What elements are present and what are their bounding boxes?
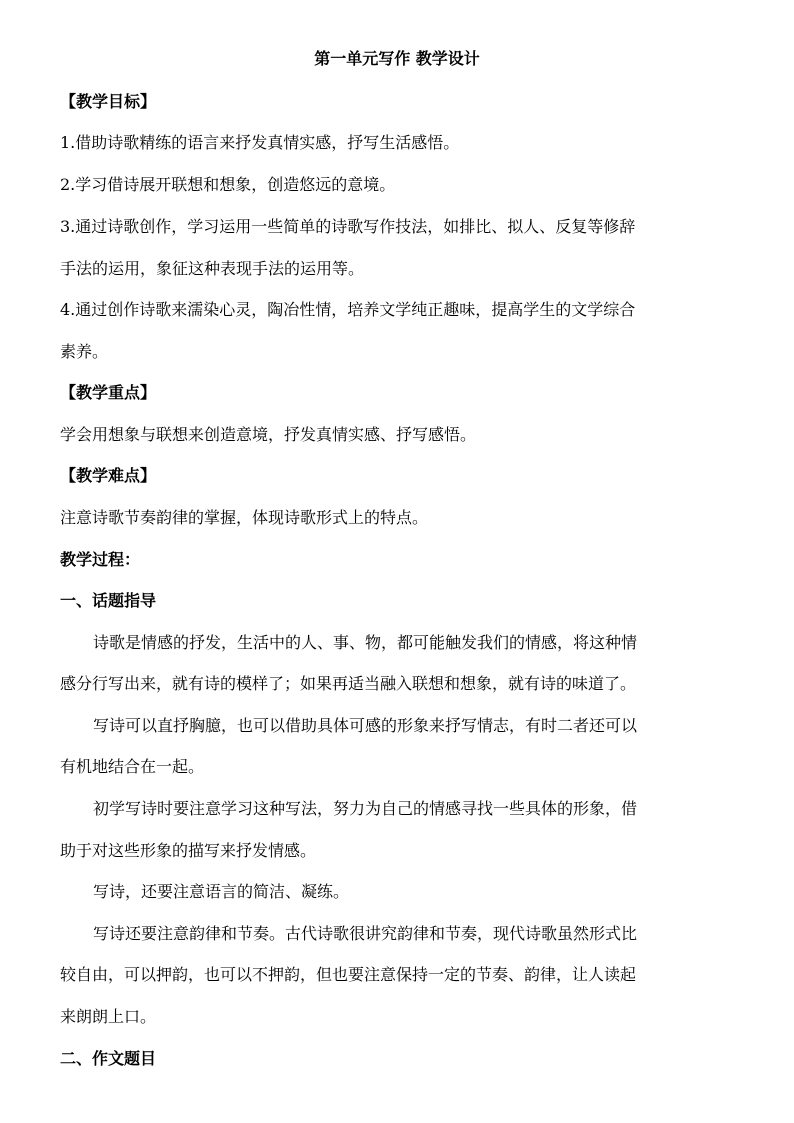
part2-heading: 二、作文题目: [60, 1049, 157, 1068]
paragraph-line: 来朗朗上口。: [60, 1007, 157, 1026]
goal-line: 3.通过诗歌创作，学习运用一些简单的诗歌写作技法，如排比、拟人、反复等修辞: [60, 217, 636, 236]
paragraph-line: 初学写诗时要注意学习这种写法，努力为自己的情感寻找一些具体的形象，借: [93, 799, 638, 818]
goal-line: 手法的运用，象征这种表现手法的运用等。: [60, 259, 365, 278]
paragraph-line: 较自由，可以押韵，也可以不押韵，但也要注意保持一定的节奏、韵律，让人读起: [60, 965, 637, 984]
difficulty-heading: 【教学难点】: [60, 466, 157, 485]
paragraph-line: 有机地结合在一起。: [60, 757, 205, 776]
paragraph-line: 感分行写出来，就有诗的模样了；如果再适当融入联想和想象，就有诗的味道了。: [60, 674, 637, 693]
process-heading: 教学过程：: [60, 550, 141, 569]
document-title: 第一单元写作 教学设计: [314, 49, 480, 68]
paragraph-line: 写诗还要注意韵律和节奏。古代诗歌很讲究韵律和节奏，现代诗歌虽然形式比: [93, 924, 638, 943]
key-heading: 【教学重点】: [60, 383, 157, 402]
paragraph-line: 诗歌是情感的抒发，生活中的人、事、物，都可能触发我们的情感，将这种情: [93, 633, 638, 652]
goal-line: 2.学习借诗展开联想和想象，创造悠远的意境。: [60, 175, 396, 194]
goals-heading: 【教学目标】: [60, 92, 157, 111]
goal-line: 1.借助诗歌精练的语言来抒发真情实感，抒写生活感悟。: [60, 133, 460, 152]
goal-line: 4.通过创作诗歌来濡染心灵，陶冶性情，培养文学纯正趣味，提高学生的文学综合: [60, 300, 636, 319]
key-text: 学会用想象与联想来创造意境，抒发真情实感、抒写感悟。: [60, 425, 477, 444]
paragraph-line: 助于对这些形象的描写来抒发情感。: [60, 841, 317, 860]
goal-line: 素养。: [60, 342, 109, 361]
part1-heading: 一、话题指导: [60, 591, 157, 610]
paragraph-line: 写诗，还要注意语言的简洁、凝练。: [93, 882, 350, 901]
difficulty-text: 注意诗歌节奏韵律的掌握，体现诗歌形式上的特点。: [60, 508, 429, 527]
paragraph-line: 写诗可以直抒胸臆，也可以借助具体可感的形象来抒写情志，有时二者还可以: [93, 716, 638, 735]
